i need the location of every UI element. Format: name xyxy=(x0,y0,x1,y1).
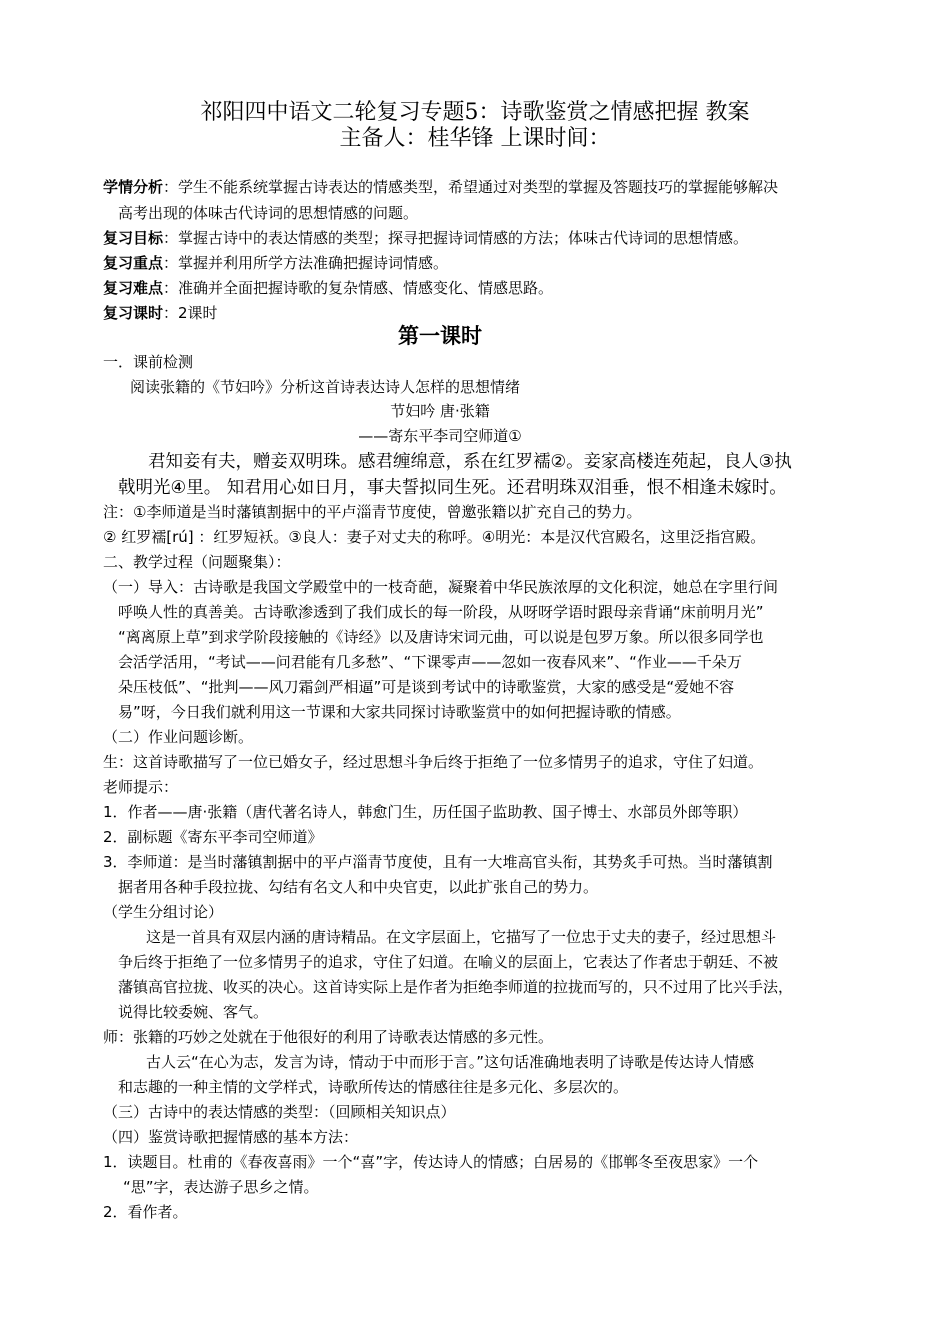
intro-paragraph-line: “离离原上草”到求学阶段接触的《诗经》以及唐诗宋词元曲，可以说是包罗万象。所以很多同学也 xyxy=(118,628,764,646)
difficulty-label: 复习难点 xyxy=(103,279,164,297)
note-line-1: 注：①李师道是当时藩镇割据中的平卢淄青节度使，曾邀张籍以扩充自己的势力。 xyxy=(103,503,642,521)
document-subtitle: 主备人：桂华锋 上课时间： xyxy=(339,126,611,151)
hint-item-2: 2．副标题《寄东平李司空师道》 xyxy=(103,828,323,846)
emotion-types-heading: （三）古诗中的表达情感的类型：（回顾相关知识点） xyxy=(103,1103,456,1121)
difficulty-text: ：准确并全面把握诗歌的复杂情感、情感变化、情感思路。 xyxy=(163,279,554,297)
analysis-text-cont: 高考出现的体味古代诗词的思想情感的问题。 xyxy=(118,204,419,222)
task-text: 阅读张籍的《节妇吟》分析这首诗表达诗人怎样的思想情绪 xyxy=(130,378,521,396)
hours-label: 复习课时 xyxy=(103,304,164,322)
teacher-hint-label: 老师提示： xyxy=(103,778,179,796)
hours-text: ：2课时 xyxy=(163,304,218,322)
poem-title: 节妇吟 唐·张籍 xyxy=(390,402,490,420)
group-discussion-label: （学生分组讨论） xyxy=(103,903,224,921)
method-item-1-cont: “思”字，表达游子思乡之情。 xyxy=(123,1178,319,1196)
quote-paragraph-line: 古人云“在心为志，发言为诗，情动于中而形于言。”这句话准确地表明了诗歌是传达诗人情感 xyxy=(146,1053,755,1071)
analysis-text: ：学生不能系统掌握古诗表达的情感类型，希望通过对类型的掌握及答题技巧的掌握能够解决 xyxy=(163,178,779,196)
intro-paragraph-line: 朵压枝低”、“批判——风刀霜剑严相逼”可是谈到考试中的诗歌鉴赏，大家的感受是“爱她不容 xyxy=(118,678,735,696)
intro-paragraph-line: 易”呀，今日我们就利用这一节课和大家共同探讨诗歌鉴赏中的如何把握诗歌的情感。 xyxy=(118,703,681,721)
discussion-paragraph-line: 藩镇高官拉拢、收买的决心。这首诗实际上是作者为拒绝李师道的拉拢而写的，只不过用了比兴手法， xyxy=(118,978,794,996)
poem-line-1: 君知妾有夫，赠妾双明珠。感君缠绵意，系在红罗襦②。妾家高楼连苑起，良人③执 xyxy=(148,452,792,472)
discussion-paragraph-line: 争后终于拒绝了一位多情男子的追求，守住了妇道。在喻义的层面上，它表达了作者忠于朝廷、不被 xyxy=(118,953,779,971)
methods-heading: （四）鉴赏诗歌把握情感的基本方法： xyxy=(103,1128,359,1146)
hint-item-1: 1．作者——唐·张籍（唐代著名诗人，韩愈门生，历任国子监助教、国子博士、水部员外郎等职） xyxy=(103,803,748,821)
quote-paragraph-line: 和志趣的一种主情的文学样式，诗歌所传达的情感往往是多元化、多层次的。 xyxy=(118,1078,629,1096)
poem-line-2: 戟明光④里。 知君用心如日月，事夫誓拟同生死。还君明珠双泪垂，恨不相逢未嫁时。 xyxy=(118,478,787,498)
hint-item-3-cont: 据者用各种手段拉拢、勾结有名文人和中央官吏，以此扩张自己的势力。 xyxy=(118,878,599,896)
method-item-2: 2．看作者。 xyxy=(103,1203,188,1221)
difficulty-line xyxy=(103,278,553,298)
section-1-heading: 一．课前检测 xyxy=(103,353,194,371)
method-item-1: 1．读题目。杜甫的《春夜喜雨》一个“喜”字，传达诗人的情感；白居易的《邯郸冬至夜思家》一个 xyxy=(103,1153,759,1171)
lesson-heading: 第一课时 xyxy=(398,324,482,348)
section-2-heading: 二、教学过程（问题聚集）： xyxy=(103,553,291,571)
goal-line xyxy=(103,228,748,248)
goal-label: 复习目标 xyxy=(103,229,164,247)
student-answer: 生：这首诗歌描写了一位已婚女子，经过思想斗争后终于拒绝了一位多情男子的追求，守住了妇道。 xyxy=(103,753,764,771)
homework-diagnosis-heading: （二）作业问题诊断。 xyxy=(103,728,254,746)
hours-line xyxy=(103,303,218,323)
discussion-paragraph-line: 说得比较委婉、客气。 xyxy=(118,1003,269,1021)
note-line-2: ② 红罗襦[rú] ：红罗短袄。③良人：妻子对丈夫的称呼。④明光：本是汉代宫殿名，这里泛指宫殿。 xyxy=(103,528,766,546)
discussion-paragraph-line: 这是一首具有双层内涵的唐诗精品。在文字层面上，它描写了一位忠于丈夫的妻子，经过思想斗 xyxy=(146,928,777,946)
key-text: ：掌握并利用所学方法准确把握诗词情感。 xyxy=(163,254,449,272)
intro-paragraph-line: 会活学活用，“考试——问君能有几多愁”、“下课零声——忽如一夜春风来”、“作业——千朵万 xyxy=(118,653,742,671)
analysis-line xyxy=(103,177,778,197)
hint-item-3: 3．李师道：是当时藩镇割据中的平卢淄青节度使，且有一大堆高官头衔，其势炙手可热。当时藩镇割 xyxy=(103,853,773,871)
poem-subtitle: ——寄东平李司空师道① xyxy=(358,427,522,445)
analysis-label: 学情分析 xyxy=(103,178,164,196)
intro-paragraph-line: 呼唤人性的真善美。古诗歌渗透到了我们成长的每一阶段，从呀呀学语时跟母亲背诵“床前明月光” xyxy=(118,603,764,621)
goal-text: ：掌握古诗中的表达情感的类型；探寻把握诗词情感的方法；体味古代诗词的思想情感。 xyxy=(163,229,749,247)
key-line xyxy=(103,253,448,273)
key-label: 复习重点 xyxy=(103,254,164,272)
intro-paragraph-line: （一）导入：古诗歌是我国文学殿堂中的一枝奇葩，凝聚着中华民族浓厚的文化积淀，她总在字里行间 xyxy=(103,578,779,596)
teacher-comment: 师：张籍的巧妙之处就在于他很好的利用了诗歌表达情感的多元性。 xyxy=(103,1028,554,1046)
document-title: 祁阳四中语文二轮复习专题5：诗歌鉴赏之情感把握 教案 xyxy=(200,100,750,125)
